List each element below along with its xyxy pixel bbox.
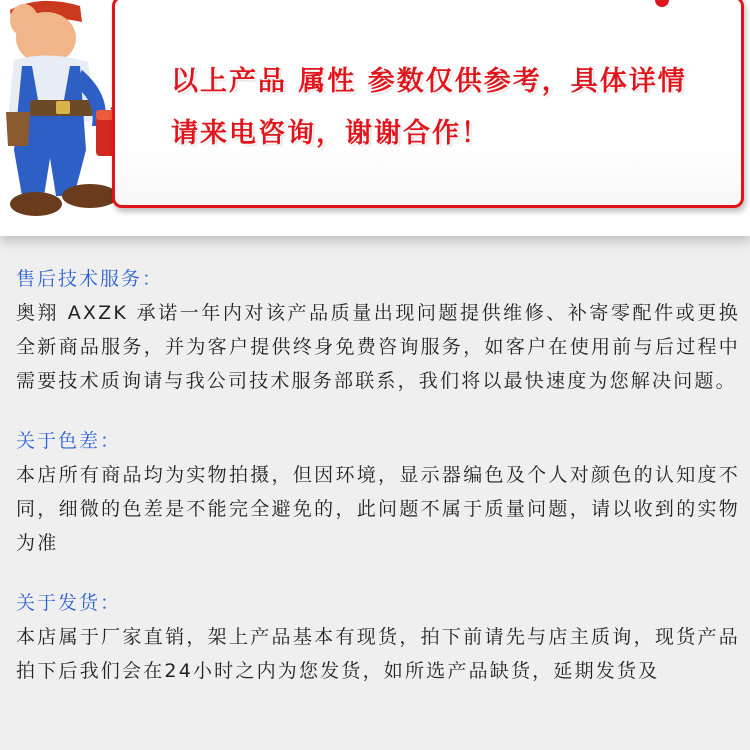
section-body: 本店所有商品均为实物拍摄，但因环境，显示器编色及个人对颜色的认知度不同，细微的色差是不能完全避免的，此问题不属于质量问题，请以收到的实物为准	[16, 464, 740, 554]
notice-line-1: 以上产品 属性 参数仅供参考，具体详情	[171, 66, 687, 97]
section-color-difference	[16, 424, 740, 560]
notice-box	[112, 0, 744, 208]
section-after-sales	[16, 262, 740, 398]
notice-line-2: 请来电咨询，谢谢合作！	[171, 118, 490, 149]
section-title: 关于发货：	[16, 592, 122, 614]
section-body: 本店属于厂家直销，架上产品基本有现货，拍下前请先与店主质询，现货产品拍下后我们会在24小时之内为您发货，如所选产品缺货，延期发货及	[16, 626, 740, 682]
section-body: 奥翔 AXZK 承诺一年内对该产品质量出现问题提供维修、补寄零配件或更换全新商品服务，并为客户提供终身免费咨询服务，如客户在使用前与后过程中需要技术质询请与我公司技术服务部联系，我们将以最快速度为您解决问题。	[16, 302, 740, 392]
section-shipping	[16, 586, 740, 688]
notice-banner	[0, 0, 750, 236]
section-title: 关于色差：	[16, 430, 122, 452]
section-title: 售后技术服务：	[16, 268, 164, 290]
service-info	[16, 262, 740, 714]
decorative-dot	[655, 0, 669, 7]
